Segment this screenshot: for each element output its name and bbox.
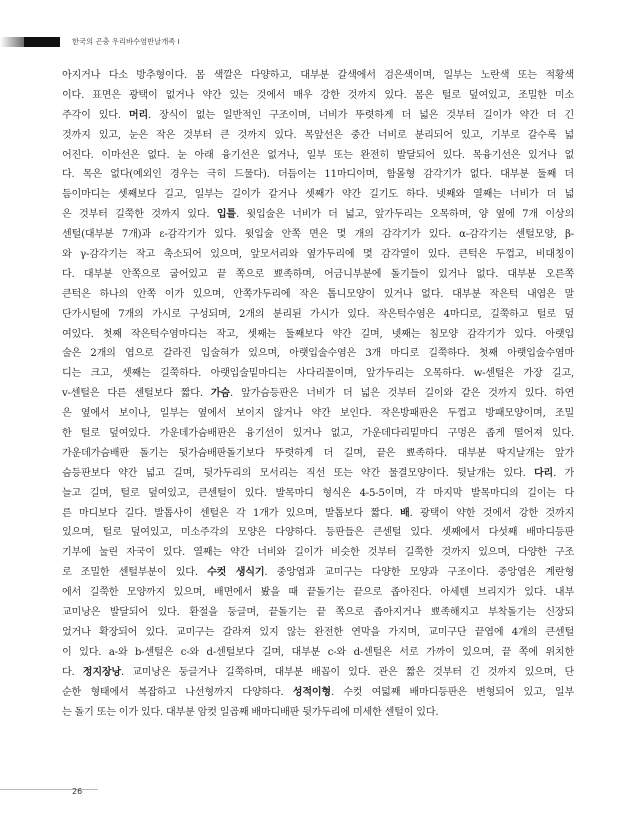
text-line (62, 523, 574, 543)
text-line (62, 623, 574, 643)
text-run: 슴등판보다 약간 넓고 길며, 뒷가두리의 모서리는 직선 또는 약간 물결모양이다. 뒷날개는 있다. (62, 467, 534, 479)
text-run: 술은 2개의 엽으로 갈라진 입술혀가 있으며, 아랫입술수염은 3개 마디로 길쭉하다. 첫째 아랫입술수염마 (62, 348, 574, 360)
text-run: 가운데가슴배판 돌기는 뒷가슴배판돌기보다 뚜렷하게 더 길며, 끝은 뾰족하다. 대부분 딱지날개는 앞가 (62, 447, 574, 459)
text-run: 는 돌기 또는 이가 있다. 대부분 암컷 일곱째 배마디배판 뒷가두리에 미세한 센털이 있다. (62, 706, 439, 718)
footer-rule (0, 789, 98, 790)
section-heading: 배 (400, 507, 410, 519)
section-heading: 입틀 (216, 209, 236, 221)
text-run: . 앞가슴등판은 너비가 더 넓은 것부터 길이와 같은 것까지 있다. 하연 (229, 388, 574, 400)
text-run: v-센털은 다른 센털보다 짧다. (62, 388, 211, 400)
text-run: 다. 대부분 안쪽으로 굽어있고 끝 쪽으로 뾰족하며, 어금니부분에 돌기들이 있거나 없다. 대부분 오른쪽 (62, 268, 574, 280)
text-line (62, 424, 574, 444)
text-line (62, 344, 574, 364)
text-run: 큰턱은 하나의 안쪽 이가 있으며, 안쪽가두리에 작은 톱니모양이 있거나 없다. 대부분 작은턱 내엽은 말 (62, 288, 574, 300)
text-run: 한 털로 덮여있다. 가운데가슴배판은 융기선이 있거나 없고, 가운데다리밑마디 구멍은 좁게 떨어져 있다. (62, 428, 574, 440)
text-run: 기부에 눌린 자국이 있다. 열째는 약간 너비와 길이가 비슷한 것부터 길쭉한 것까지 있으며, 다양한 구조 (62, 547, 574, 559)
text-run: . 교미낭은 둥글거나 길쭉하며, 대부분 배꼽이 있다. 관은 짧은 것부터 긴 것까지 있으며, 단 (120, 666, 574, 678)
text-line (62, 126, 574, 146)
text-run: 다. 목은 없다(예외인 경우는 극히 드물다). 더듬이는 11마디이며, 함몰형 감각기가 없다. 대부분 둘째 더 (62, 169, 574, 181)
section-heading: 머리 (128, 109, 148, 121)
text-line (62, 643, 574, 663)
text-run: . 가 (553, 467, 574, 479)
text-line (62, 563, 574, 583)
text-line (62, 384, 574, 404)
text-run: 주각이 있다. (62, 109, 129, 121)
text-line (62, 404, 574, 424)
text-line (62, 543, 574, 563)
text-run: . 수컷 여덟째 배마디등판은 변형되어 있고, 일부 (330, 686, 574, 698)
text-run: 은 것부터 길쭉한 것까지 있다. (62, 209, 217, 221)
text-line (62, 444, 574, 464)
text-run: 어진다. 이마선은 없다. 눈 아래 융기선은 없거나, 일부 또는 완전히 발달되어 있다. 목융기선은 있거나 없 (62, 149, 574, 161)
text-run: 와 γ-감각기는 작고 축소되어 있으며, 앞모서리와 옆가두리에 몇 감각열이 있다. 큰턱은 두껍고, 비대칭이 (62, 249, 574, 261)
text-run: 었거나 확장되어 있다. 교미구는 갈라져 있지 않는 완전한 연막을 가지며, 교미구단 끝엽에 4개의 큰센털 (62, 626, 574, 638)
section-heading: 성적이형 (292, 686, 331, 698)
text-line (62, 106, 574, 126)
text-run: 순한 형태에서 복잡하고 나선형까지 다양하다. (62, 686, 293, 698)
text-line (62, 583, 574, 603)
text-line (62, 265, 574, 285)
text-run: . 윗입술은 너비가 더 넓고, 앞가두리는 오목하며, 양 옆에 7개 이상의 (235, 209, 574, 221)
text-line (62, 185, 574, 205)
text-run: 있으며, 털로 덮여있고, 미소주각의 모양은 다양하다. 등판들은 큰센털 있다. 셋째에서 다섯째 배마디등판 (62, 527, 574, 539)
section-heading: 수컷 생식기 (207, 567, 265, 579)
body-text (62, 66, 574, 722)
text-run: 이 있다. a-와 b-센털은 c-와 d-센털보다 길며, 대부분 c-와 d-센털은 서로 가까이 있으며, 끝 쪽에 위치한 (62, 646, 574, 658)
text-run: 여있다. 첫째 작은턱수염마디는 작고, 셋째는 둘째보다 약간 길며, 넷째는 침모양 감각기가 있다. 아랫입 (62, 328, 574, 340)
text-line (62, 165, 574, 185)
text-run: 이다. 표면은 광택이 없거나 약간 있는 것에서 매우 강한 것까지 있다. 몸은 털로 덮여있고, 조밀한 미소 (62, 89, 574, 101)
text-line (62, 205, 574, 225)
text-run: 은 옆에서 보이나, 일부는 옆에서 보이지 않거나 약간 보인다. 작은방패판은 두껍고 방패모양이며, 조밀 (62, 408, 574, 420)
page-number: 26 (72, 787, 83, 796)
text-run: 아지거나 다소 방추형이다. 몸 색깔은 다양하고, 대부분 갈색에서 검은색이며, 일부는 노란색 또는 적황색 (62, 70, 574, 81)
text-run: 다. (62, 666, 83, 678)
text-line (62, 225, 574, 245)
section-heading: 다리 (533, 467, 554, 479)
text-run: 듬이마디는 셋째보다 길고, 일부는 길이가 같거나 셋째가 약간 길기도 하다. 넷째와 열째는 너비가 더 넓 (62, 189, 574, 201)
text-run: 디는 크고, 셋째는 길쭉하다. 아랫입술밑마디는 사다리꼴이며, 앞가두리는 오목하다. w-센털은 가장 길고, (62, 368, 574, 380)
text-run: 에서 길쭉한 모양까지 있으며, 배면에서 봤을 때 끝돌기는 끝으로 좁아진다. 아세텐 브리지가 있다. 내부 (62, 587, 574, 599)
text-run: . 광택이 약한 것에서 강한 것까지 (409, 507, 574, 519)
text-line (62, 663, 574, 683)
text-run: . 장식이 없는 일반적인 구조이며, 너비가 뚜렷하게 더 넓은 것부터 길이가 약간 더 긴 (148, 109, 574, 121)
running-header (0, 37, 637, 47)
section-heading: 가슴 (210, 388, 230, 400)
text-line (62, 285, 574, 305)
text-line (62, 703, 574, 723)
text-line (62, 146, 574, 166)
text-line (62, 364, 574, 384)
header-gradient-bar (0, 37, 24, 47)
text-line (62, 484, 574, 504)
text-run: . 중앙엽과 교미구는 다양한 모양과 구조이다. 중앙엽은 계란형 (264, 567, 574, 579)
text-run: 른 마디보다 길다. 발톱사이 센털은 각 1개가 있으며, 발톱보다 짧다. (62, 507, 401, 519)
running-title: 한국의 곤충 우리바수염반날개족 I (72, 37, 180, 46)
text-line (62, 66, 574, 86)
text-run: 센털(대부분 7개)과 ε-감각기가 있다. 윗입술 안쪽 면은 몇 개의 감각기가 있다. α-감각기는 센털모양, β- (62, 229, 574, 241)
text-line (62, 325, 574, 345)
header-black-bar (24, 37, 60, 47)
text-line (62, 504, 574, 524)
text-run: 교미낭은 발달되어 있다. 환절을 둥글며, 끝돌기는 끝 쪽으로 좁아지거나 뾰족해지고 부착돌기는 신장되 (62, 607, 574, 619)
text-line (62, 86, 574, 106)
text-line (62, 603, 574, 623)
text-run: 것까지 있고, 눈은 작은 것부터 큰 것까지 있다. 목앞선은 중간 너비로 분리되어 있고, 기부로 갈수록 넓 (62, 129, 574, 141)
text-line (62, 683, 574, 703)
text-run: 로 조밀한 센털부분이 있다. (62, 567, 208, 579)
text-run: 단가시털에 7개의 가시로 구성되며, 2개의 분리된 가시가 있다. 작은턱수염은 4마디로, 길쭉하고 털로 덮 (62, 308, 574, 320)
text-line (62, 464, 574, 484)
text-line (62, 305, 574, 325)
text-line (62, 245, 574, 265)
section-heading: 정지장낭 (82, 666, 121, 678)
text-run: 늘고 길며, 털로 덮여있고, 큰센털이 있다. 발목마디 형식은 4-5-5이며, 각 마지막 발목마디의 길이는 다 (62, 487, 574, 499)
